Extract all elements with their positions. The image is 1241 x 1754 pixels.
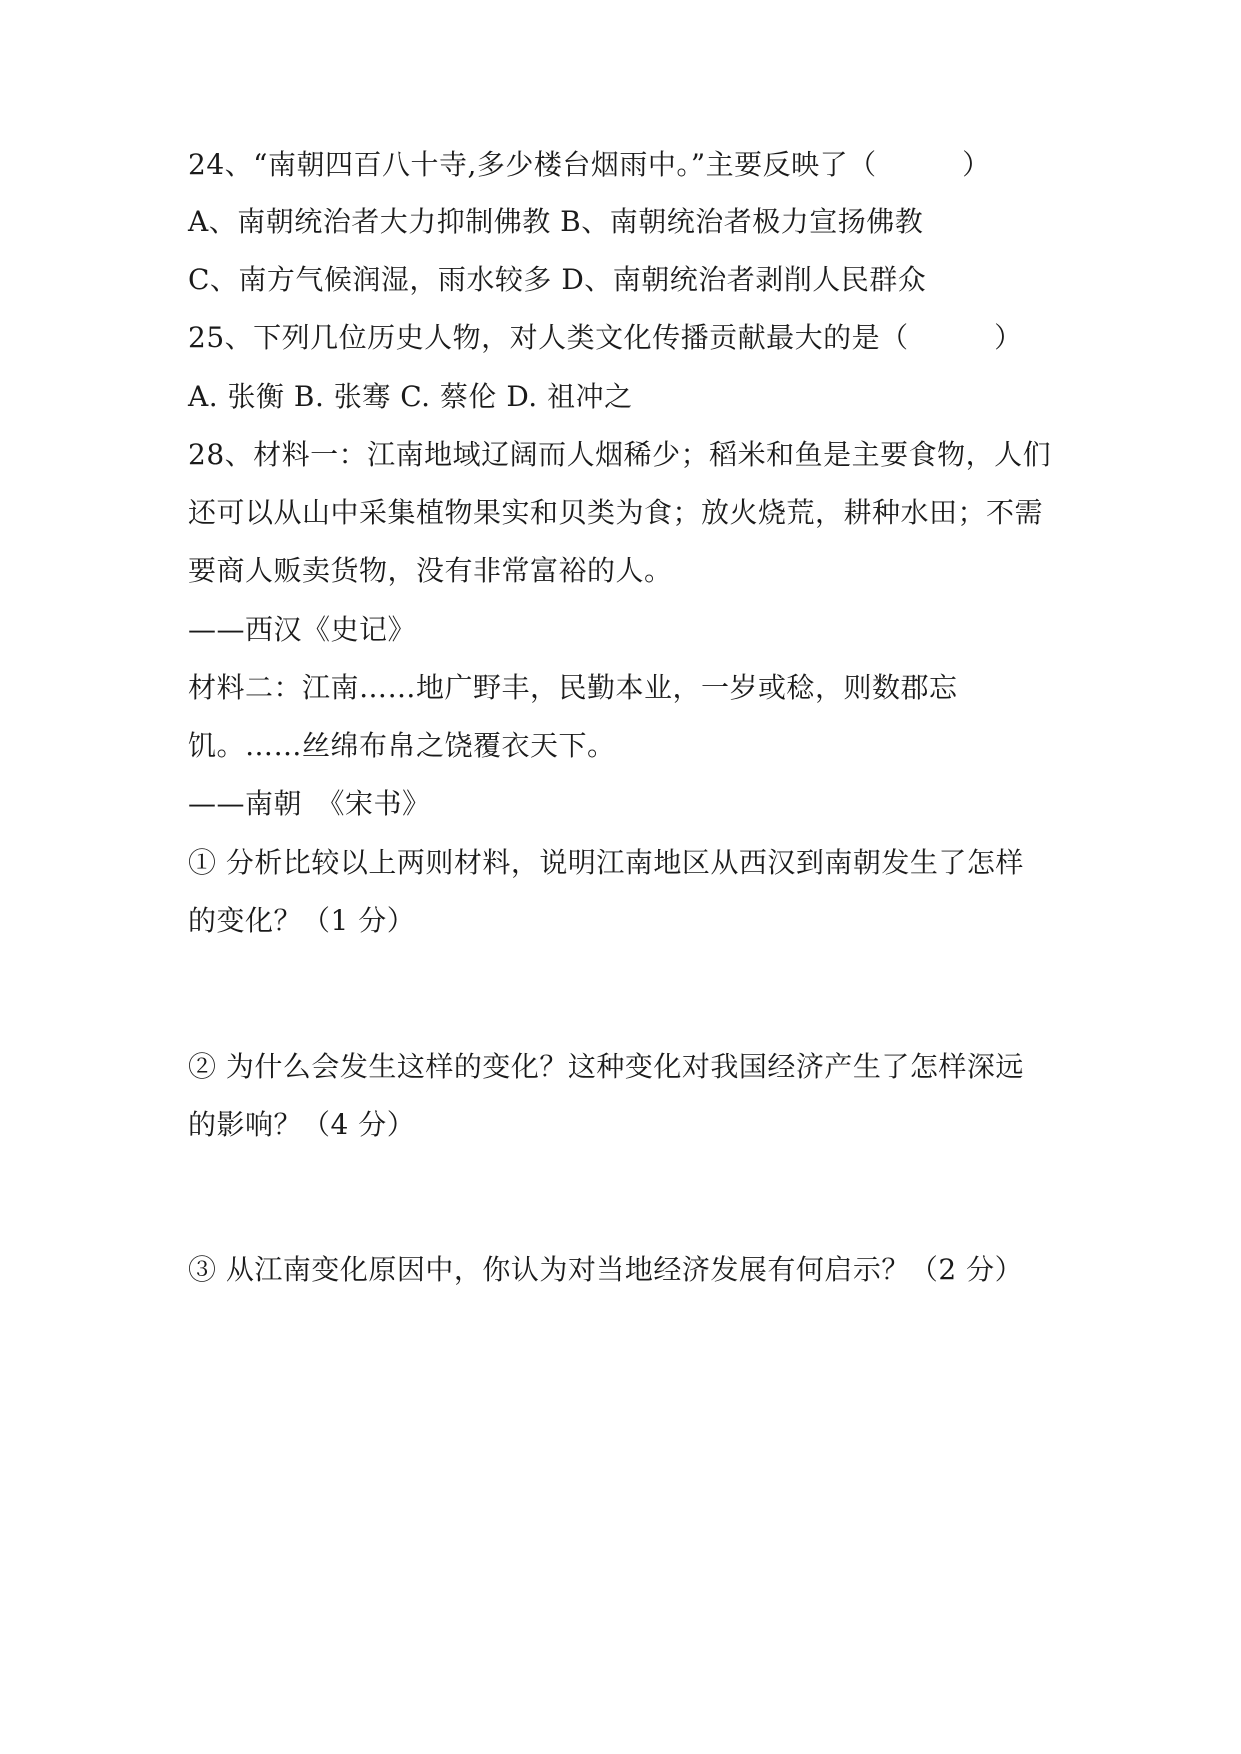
q28-material1-line2: 还可以从山中采集植物果实和贝类为食；放火烧荒，耕种水田；不需 [188,496,1044,529]
q28-material1-line1: 28、材料一：江南地域辽阔而人烟稀少；稻米和鱼是主要食物，人们 [188,438,1052,471]
q28-sub3-line1: ③ 从江南变化原因中，你认为对当地经济发展有何启示？（2 分） [188,1253,1024,1286]
q28-sub1-line1: ① 分析比较以上两则材料，说明江南地区从西汉到南朝发生了怎样 [188,846,1024,879]
q25-options: A. 张衡 B. 张骞 C. 蔡伦 D. 祖冲之 [188,380,633,413]
q24-stem: 24、“南朝四百八十寺,多少楼台烟雨中。”主要反映了（ ） [188,148,991,181]
q25-stem: 25、下列几位历史人物，对人类文化传播贡献最大的是（ ） [188,321,1023,354]
q28-material1-line3: 要商人贩卖货物，没有非常富裕的人。 [188,554,673,587]
q28-sub2-line2: 的影响？（4 分） [188,1108,416,1141]
q28-material2-line1: 材料二：江南……地广野丰，民勤本业，一岁或稔，则数郡忘 [188,671,958,704]
q24-options-line1: A、南朝统治者大力抑制佛教 B、南朝统治者极力宣扬佛教 [188,205,924,238]
q28-sub2-line1: ② 为什么会发生这样的变化？这种变化对我国经济产生了怎样深远 [188,1050,1024,1083]
q28-material2-source: ——南朝 《宋书》 [188,787,431,820]
q28-sub1-line2: 的变化？（1 分） [188,904,416,937]
q28-material1-source: ——西汉《史记》 [188,613,417,646]
q28-material2-line2: 饥。……丝绵布帛之饶覆衣天下。 [188,729,616,762]
q24-options-line2: C、南方气候润湿，雨水较多 D、南朝统治者剥削人民群众 [188,263,927,296]
